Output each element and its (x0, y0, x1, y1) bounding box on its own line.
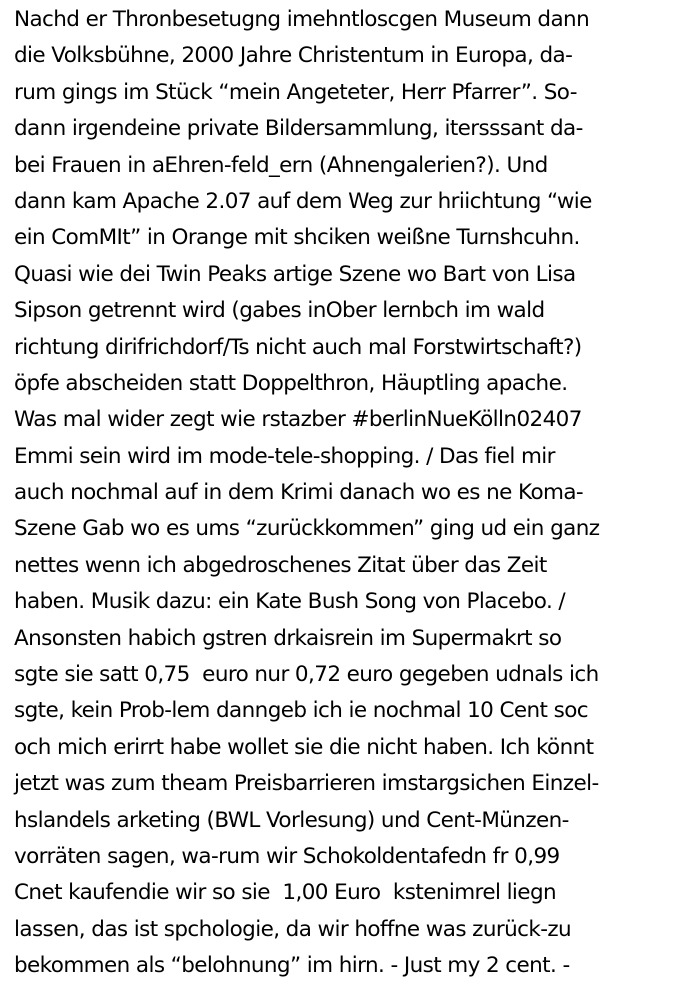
text-line: Sipson getrennt wird (gabes inOber lernbch im wald (14, 298, 545, 324)
text-line: vorräten sagen, wa-rum wir Schokoldentafedn fr 0,99 (14, 843, 560, 869)
text-line: öpfe abscheiden statt Doppelthron, Häuptling apache. (14, 370, 568, 396)
text-line: hslandels arketing (BWL Vorlesung) und Cent-Münzen- (14, 807, 569, 833)
text-line: jetzt was zum theam Preisbarrieren imstargsichen Einzel- (14, 771, 599, 797)
text-line: richtung dirifrichdorf/Ts nicht auch mal Forstwirtschaft?) (14, 334, 582, 360)
text-line: sgte sie satt 0,75 euro nur 0,72 euro gegeben udnals ich (14, 662, 599, 688)
text-line: Ansonsten habich gstren drkaisrein im Supermakrt so (14, 625, 562, 651)
text-line: dann irgendeine private Bildersammlung, itersssant da- (14, 116, 583, 142)
text-line: Cnet kaufendie wir so sie 1,00 Euro kstenimrel liegn (14, 880, 557, 906)
text-line: rum gings im Stück “mein Angeteter, Herr Pfarrer”. So- (14, 79, 577, 105)
text-line: och mich erirrt habe wollet sie die nicht haben. Ich könnt (14, 734, 594, 760)
text-line: auch nochmal auf in dem Krimi danach wo es ne Koma- (14, 480, 584, 506)
text-line: nettes wenn ich abgedroschenes Zitat über das Zeit (14, 552, 547, 578)
text-line: Szene Gab wo es ums “zurückkommen” ging ud ein ganz (14, 516, 600, 542)
text-line: Emmi sein wird im mode-tele-shopping. / Das fiel mir (14, 443, 555, 469)
text-line: Was mal wider zegt wie rstazber #berlinNueKölln02407 (14, 407, 582, 433)
document-page (14, 2, 678, 985)
text-line: bekommen als “belohnung” im hirn. - Just my 2 cent. - (14, 953, 570, 979)
text-line: Nachd er Thronbesetugng imehntloscgen Museum dann (14, 7, 590, 32)
text-line: dann kam Apache 2.07 auf dem Weg zur hriichtung “wie (14, 188, 592, 214)
text-line: ein ComMIt” in Orange mit shciken weißne Turnshcuhn. (14, 225, 580, 251)
text-line: bei Frauen in aEhren-feld_ern (Ahnengalerien?). Und (14, 152, 548, 178)
text-line: die Volksbühne, 2000 Jahre Christentum in Europa, da- (14, 43, 573, 69)
text-line: sgte, kein Prob-lem danngeb ich ie nochmal 10 Cent soc (14, 698, 588, 724)
text-line: haben. Musik dazu: ein Kate Bush Song von Placebo. / (14, 589, 566, 615)
text-line: lassen, das ist spchologie, da wir hoffne was zurück-zu (14, 916, 572, 942)
text-line: Quasi wie dei Twin Peaks artige Szene wo Bart von Lisa (14, 261, 576, 287)
